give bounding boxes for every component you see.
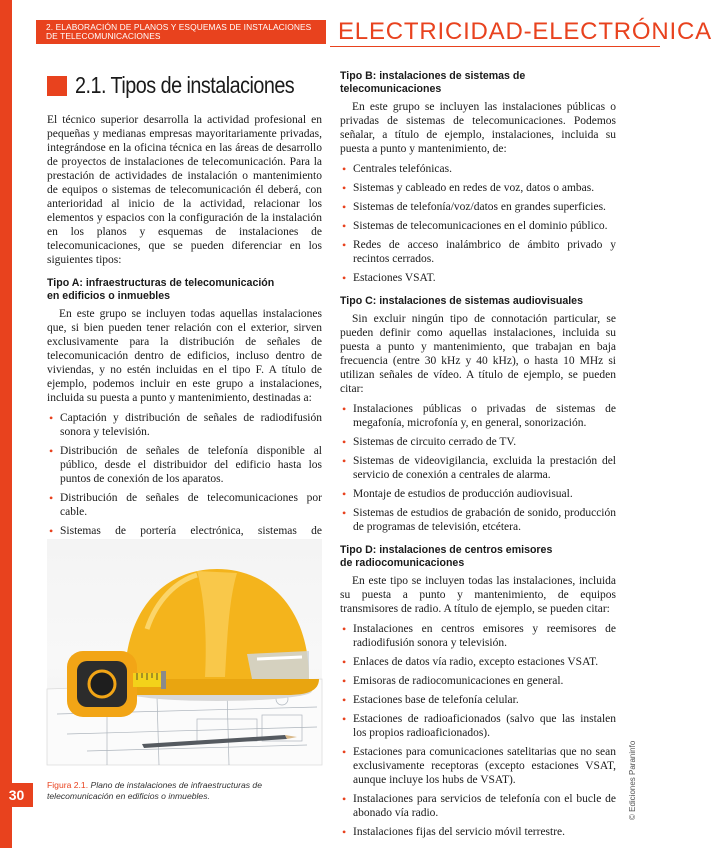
left-accent-bar xyxy=(0,0,12,848)
figure-photo xyxy=(47,539,322,765)
list-item: • Sistemas de estudios de grabación de sonido, producción de programas de televisión, etcétera. xyxy=(353,506,616,534)
left-column xyxy=(47,68,322,585)
right-column xyxy=(340,68,616,844)
header-divider xyxy=(330,46,660,47)
tipo-a-heading-line-2: en edificios o inmuebles xyxy=(47,290,171,302)
tipo-a-heading xyxy=(47,277,322,303)
list-item: • Instalaciones en centros emisores y reemisores de radiodifusión sonora y televisión. xyxy=(353,622,616,650)
brand-title: ELECTRICIDAD-ELECTRÓNICA xyxy=(338,18,712,45)
tipo-c-list xyxy=(340,402,616,534)
helmet-blueprint-illustration xyxy=(47,539,322,765)
title-square-icon xyxy=(47,76,67,96)
list-item: • Sistemas y cableado en redes de voz, datos o ambas. xyxy=(353,181,616,195)
tipo-d-heading xyxy=(340,544,616,570)
tipo-d-heading-line-2: de radiocomunicaciones xyxy=(340,557,465,569)
list-item: • Estaciones VSAT. xyxy=(353,271,616,285)
list-item: • Captación y distribución de señales de radiodifusión sonora y televisión. xyxy=(60,411,322,439)
list-item: • Sistemas de telefonía/voz/datos en grandes superficies. xyxy=(353,200,616,214)
tipo-b-heading: Tipo B: instalaciones de sistemas de telecomunicaciones xyxy=(340,70,526,95)
tipo-d-list xyxy=(340,622,616,839)
list-item: • Redes de acceso inalámbrico de ámbito privado y recintos cerrados. xyxy=(353,238,616,266)
copyright-notice: © Ediciones Paraninfo xyxy=(628,740,637,820)
list-item: • Montaje de estudios de producción audiovisual. xyxy=(353,487,616,501)
list-item: • Instalaciones para servicios de telefonía con el bucle de abonado vía radio. xyxy=(353,792,616,820)
tipo-b-paragraph: En este grupo se incluyen las instalaciones públicas o privadas de sistemas de telecomunicaciones. Podemos señalar, a título de ejemplo, instalaciones, incluida su puesta a punto y mantenimiento, de: xyxy=(340,101,616,155)
page-number: 30 xyxy=(0,783,33,807)
list-item: • Instalaciones fijas del servicio móvil terrestre. xyxy=(353,825,616,839)
intro-paragraph: El técnico superior desarrolla la actividad profesional en pequeñas y medianas empresas mayoritariamente privadas, integrándose en la oficina técnica en las áreas de desarrollo de proyectos de instalaciones de telecomunicación. Para la prestación de actividades de instalación o mantenimiento de equipos o sistemas de telecomunicación él deberá, con anterioridad al inicio de la actividad, relacionar los elementos y espacios con la configuración de la instalación en los planos y esquemas de instalaciones de telecomunicaciones, que se pueden diferenciar en los siguientes tipos: xyxy=(47,114,322,266)
list-item: • Emisoras de radiocomunicaciones en general. xyxy=(353,674,616,688)
list-item: • Estaciones de radioaficionados (salvo que las instalen los propios radioaficionados). xyxy=(353,712,616,740)
list-item: • Centrales telefónicas. xyxy=(353,162,616,176)
list-item: • Estaciones base de telefonía celular. xyxy=(353,693,616,707)
chapter-line-1: 2. ELABORACIÓN DE PLANOS Y ESQUEMAS DE INSTALACIONES xyxy=(46,22,312,32)
chapter-header xyxy=(36,20,326,44)
list-item: • Sistemas de telecomunicaciones en el dominio público. xyxy=(353,219,616,233)
list-item: • Sistemas de circuito cerrado de TV. xyxy=(353,435,616,449)
section-title: 2.1. Tipos de instalaciones xyxy=(75,72,295,98)
tipo-c-paragraph: Sin excluir ningún tipo de connotación particular, se pueden definir como aquellas instalaciones, incluida su puesta a punto y mantenimiento, que trabajan en baja frecuencia (entre 30 kHz y 40 kHz), o hasta 10 MHz si utilizan señales de vídeo. A título de ejemplo, se pueden citar: xyxy=(340,313,616,395)
list-item: • Sistemas de videovigilancia, excluida la prestación del servicio de conexión a centrales de alarma. xyxy=(353,454,616,482)
list-item: • Distribución de señales de telefonía disponible al público, desde el distribuidor del edificio hasta los puntos de conexión de los aparatos. xyxy=(60,444,322,486)
section-heading xyxy=(47,72,322,99)
tipo-c-heading: Tipo C: instalaciones de sistemas audiovisuales xyxy=(340,295,583,307)
figure-caption-text: Plano de instalaciones de infraestructuras de telecomunicación en edificios o inmuebles. xyxy=(47,780,262,801)
figure-label: Figura 2.1. xyxy=(47,780,89,790)
tipo-a-paragraph: En este grupo se incluyen todas aquellas instalaciones que, si bien pueden tener relación con el exterior, sirven exclusivamente para la distribución de señales de telecomunicación dentro de edificios, incluso dentro de viviendas, y no estén incluidas en el tipo F. A título de ejemplo, podemos incluir en este grupo a instalaciones, incluida su puesta a punto y mantenimiento, destinadas a: xyxy=(47,308,322,404)
chapter-line-2: DE TELECOMUNICACIONES xyxy=(46,31,161,41)
tipo-b-list xyxy=(340,162,616,285)
list-item: • Enlaces de datos vía radio, excepto estaciones VSAT. xyxy=(353,655,616,669)
list-item: • Estaciones para comunicaciones satelitarias que no sean exclusivamente receptoras (excepto estaciones VSAT, aunque incluye los hubs de VSAT). xyxy=(353,745,616,787)
figure-caption xyxy=(47,780,322,802)
tipo-d-heading-line-1: Tipo D: instalaciones de centros emisores xyxy=(340,544,553,556)
tipo-d-paragraph: En este tipo se incluyen todas las instalaciones, incluida su puesta a punto y mantenimiento, de equipos transmisores de radio. A título de ejemplo, se pueden citar: xyxy=(340,575,616,615)
list-item: • Distribución de señales de telecomunicaciones por cable. xyxy=(60,491,322,519)
tipo-a-heading-line-1: Tipo A: infraestructuras de telecomunicación xyxy=(47,277,275,289)
list-item: • Instalaciones públicas o privadas de sistemas de megafonía, microfonía y, en general, sonorización. xyxy=(353,402,616,430)
list-item: • Sistemas de portería electrónica, sistemas de xyxy=(60,524,322,580)
